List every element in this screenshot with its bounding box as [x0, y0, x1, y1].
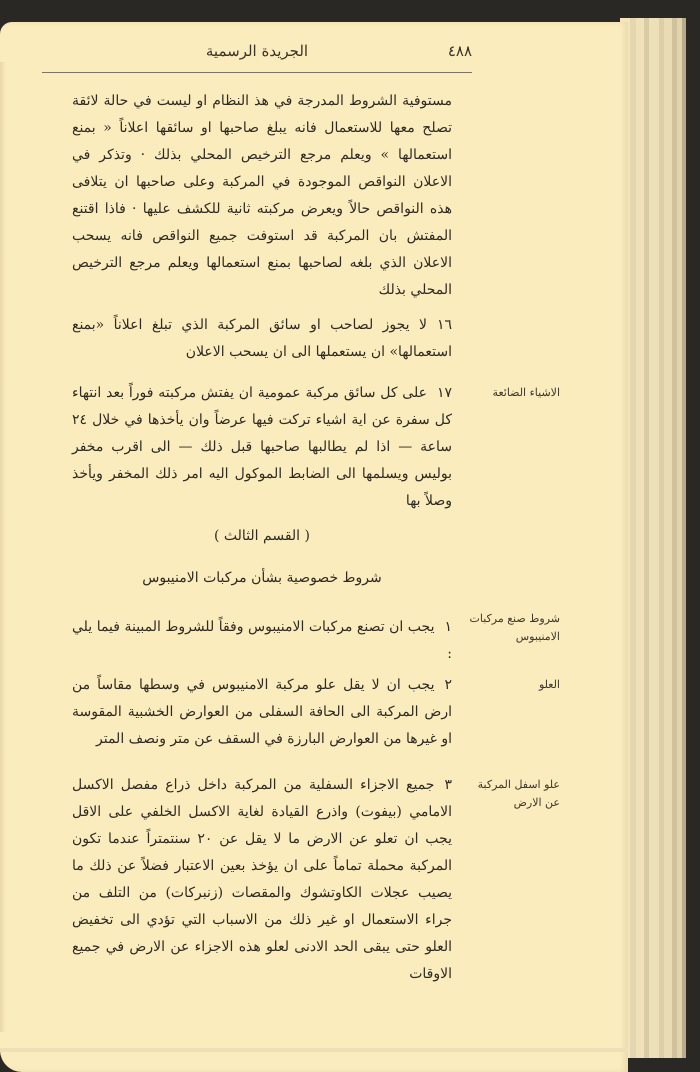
header-divider — [42, 72, 472, 73]
article-2 — [72, 672, 452, 753]
paragraph-continuation: مستوفية الشروط المدرجة في هذ النظام او ليست في حالة لائقة تصلح معها للاستعمال فانه يبلغ صاحبها او سائقها اعلاناً « بمنع استعمالها » ويعلم مرجع الترخيص المحلي بذلك · وتذكر في الاعلان النواقص الموجودة في المركبة وعلى صاحبها ان يتلافى هذه النواقص حالاً ويعرض مركبته ثانية للكشف عليها · فاذا اقتنع المفتش بان المركبة قد استوفت جميع النواقص فانه يسحب الاعلان الذي بلغه لصاحبها بمنع استعمالها ويعلم مرجع الترخيص المحلي بذلك — [72, 93, 452, 298]
side-note-article-3: علو اسفل المركبة عن الارض — [477, 778, 560, 809]
article-number: ٣ — [444, 777, 452, 793]
side-note-article-2: العلو — [538, 678, 560, 691]
section-label: ( القسم الثالث ) — [214, 528, 310, 544]
paragraph-text: على كل سائق مركبة عمومية ان يفتش مركبته فوراً بعد انتهاء كل سفرة عن اية اشياء تركت فيها عرضاً وان يأخذها في خلال ٢٤ ساعة — اذا لم يطالبها صاحبها قبل ذلك — الى اقرب مخفر بوليس ويسلمها الى الضابط الموكول اليه امر ذلك المخفر ويأخذ وصلاً بها — [72, 385, 452, 509]
article-number: ٢ — [444, 677, 452, 693]
article-3 — [72, 772, 452, 988]
page-header — [42, 38, 472, 66]
paragraph-17 — [72, 380, 452, 515]
side-note-lost-items: الاشياء الضائعة — [492, 386, 560, 399]
article-1 — [72, 614, 452, 668]
section-title: شروط خصوصية بشأن مركبات الامنيبوس — [142, 570, 382, 586]
paragraph-number: ١٦ — [436, 317, 452, 333]
paragraph-16 — [72, 312, 452, 366]
page-title: الجريدة الرسمية — [205, 42, 309, 60]
page-number: ٤٨٨ — [447, 42, 472, 60]
paragraph-number: ١٧ — [436, 385, 452, 401]
side-note-article-1: شروط صنع مركبات الامنيبوس — [469, 612, 560, 643]
article-number: ١ — [444, 619, 452, 635]
article-text: يجب ان لا يقل علو مركبة الامنيبوس في وسطها مقاساً من ارض المركبة الى الحافة السفلى من العوارض الخشبية المقوسة او غيرها من العوارض البارزة في السقف عن متر ونصف المتر — [72, 677, 452, 747]
page-edges — [620, 18, 692, 1058]
article-text: جميع الاجزاء السفلية من المركبة داخل ذراع مفصل الاكسل الامامي (بيفوت) واذرع القيادة لغاية الاكسل الخلفي على الاقل يجب ان تعلو عن الارض ما لا يقل عن ٢٠ سنتمتراً عندما تكون المركبة محملة تماماً على ان يؤخذ بعين الاعتبار فضلاً عن ذلك ما يصيب عجلات الكاوتشوك والمقصات (زنبركات) من التلف من جراء الاستعمال او غير ذلك من الاسباب التي تؤدي الى تخفيض العلو حتى يبقى الحد الادنى لعلو هذه الاجزاء عن الارض في جميع الاوقات — [72, 777, 452, 982]
article-text: يجب ان تصنع مركبات الامنيبوس وفقاً للشروط المبينة فيما يلي : — [72, 619, 452, 662]
paragraph-text: لا يجوز لصاحب او سائق المركبة الذي تبلغ اعلاناً «بمنع استعمالها» ان يستعملها الى ان يسحب الاعلان — [72, 317, 452, 360]
